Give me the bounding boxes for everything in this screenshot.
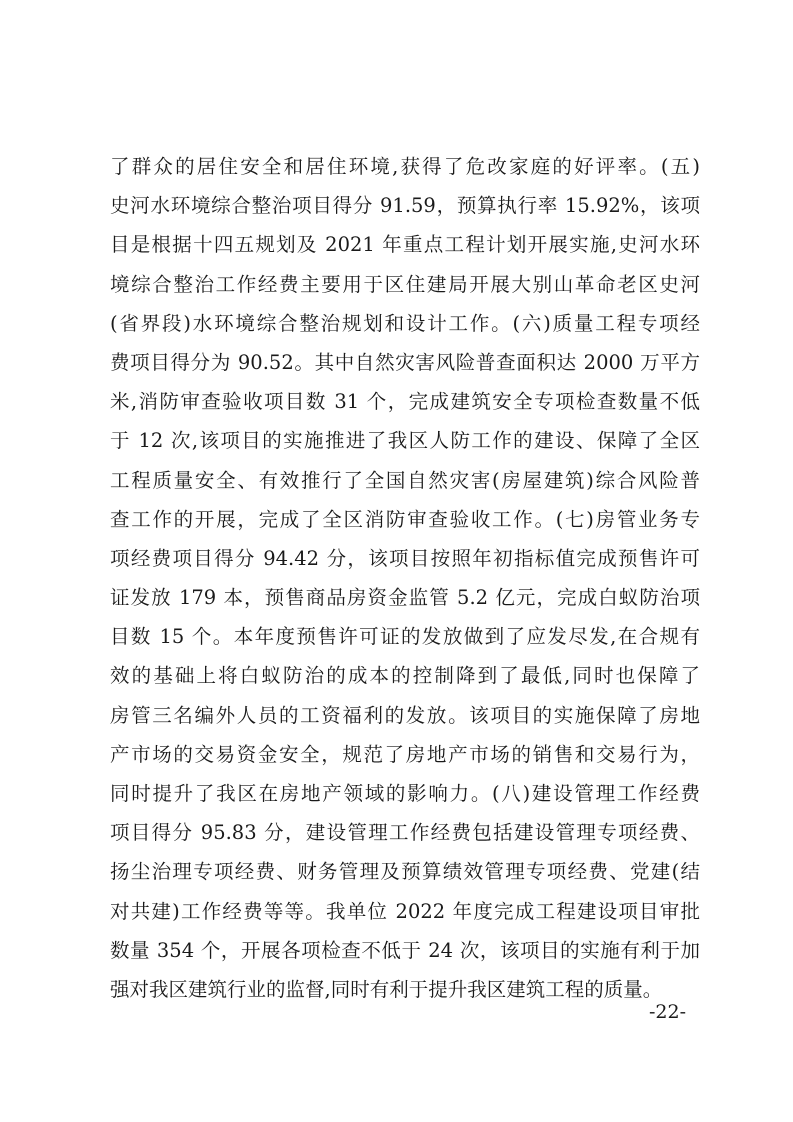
text-line-8: 于 12 次,该项目的实施推进了我区人防工作的建设、保障了全区 bbox=[110, 429, 700, 453]
text-line-11: 项经费项目得分 94.42 分，该项目按照年初指标值完成预售许可 bbox=[110, 546, 700, 570]
text-line-18: 项目得分 95.83 分，建设管理工作经费包括建设管理专项经费、 bbox=[110, 821, 700, 845]
text-line-14: 效的基础上将白蚁防治的成本的控制降到了最低,同时也保障了 bbox=[110, 664, 700, 688]
text-line-17: 同时提升了我区在房地产领域的影响力。(八)建设管理工作经费 bbox=[110, 782, 700, 805]
text-line-6: 费项目得分为 90.52。其中自然灾害风险普查面积达 2000 万平方 bbox=[110, 350, 700, 374]
text-line-12: 证发放 179 本，预售商品房资金监管 5.2 亿元，完成白蚁防治项 bbox=[110, 586, 700, 610]
text-line-1: 了群众的居住安全和居住环境,获得了危改家庭的好评率。(五) bbox=[110, 155, 700, 178]
text-line-7: 米,消防审查验收项目数 31 个，完成建筑安全专项检查数量不低 bbox=[110, 390, 700, 414]
text-line-21: 数量 354 个，开展各项检查不低于 24 次，该项目的实施有利于加 bbox=[110, 938, 700, 962]
text-line-22: 强对我区建筑行业的监督,同时有利于提升我区建筑工程的质量。 bbox=[110, 977, 663, 1001]
text-line-19: 扬尘治理专项经费、财务管理及预算绩效管理专项经费、党建(结 bbox=[110, 860, 700, 884]
page-number: -22- bbox=[648, 1001, 686, 1023]
text-line-16: 产市场的交易资金安全，规范了房地产市场的销售和交易行为， bbox=[110, 742, 700, 766]
text-line-13: 目数 15 个。本年度预售许可证的发放做到了应发尽发,在合规有 bbox=[110, 625, 700, 649]
text-line-9: 工程质量安全、有效推行了全国自然灾害(房屋建筑)综合风险普 bbox=[110, 468, 700, 492]
body-text bbox=[110, 147, 700, 1009]
text-line-10: 查工作的开展，完成了全区消防审查验收工作。(七)房管业务专 bbox=[110, 507, 700, 531]
text-line-2: 史河水环境综合整治项目得分 91.59，预算执行率 15.92%，该项 bbox=[110, 194, 700, 218]
text-line-20: 对共建)工作经费等等。我单位 2022 年度完成工程建设项目审批 bbox=[110, 899, 700, 923]
text-line-15: 房管三名编外人员的工资福利的发放。该项目的实施保障了房地 bbox=[110, 703, 700, 727]
text-line-3: 目是根据十四五规划及 2021 年重点工程计划开展实施,史河水环 bbox=[110, 233, 700, 257]
text-line-5: (省界段)水环境综合整治规划和设计工作。(六)质量工程专项经 bbox=[110, 311, 700, 335]
text-line-4: 境综合整治工作经费主要用于区住建局开展大别山革命老区史河 bbox=[110, 272, 700, 296]
